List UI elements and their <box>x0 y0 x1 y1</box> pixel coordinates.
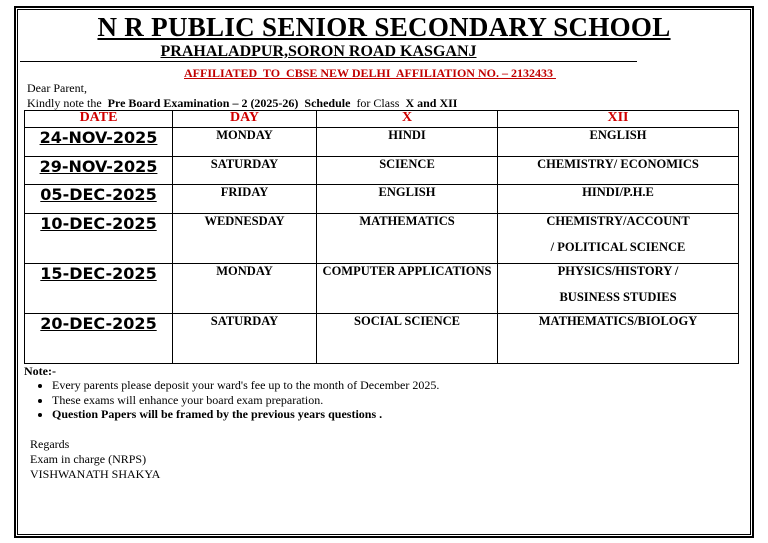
greeting: Dear Parent, <box>27 81 87 95</box>
intro-line <box>27 96 457 111</box>
list-item: • Every parents please deposit your ward's fee up to the month of December 2025. <box>52 378 752 393</box>
day-cell: MONDAY <box>173 264 317 314</box>
class-x-cell: HINDI <box>317 128 498 157</box>
class-x-cell: ENGLISH <box>317 185 498 214</box>
regards-text: Regards <box>30 437 70 451</box>
school-address: PRAHALADPUR,SORON ROAD KASGANJ <box>160 43 477 60</box>
signatory-name: VISHWANATH SHAKYA <box>30 467 161 481</box>
class-xii-cell <box>498 214 739 264</box>
class-x-cell: SOCIAL SCIENCE <box>317 314 498 364</box>
table-row <box>25 314 739 364</box>
class-x-cell: COMPUTER APPLICATIONS <box>317 264 498 314</box>
day-cell: SATURDAY <box>173 314 317 364</box>
date-cell: 05-DEC-2025 <box>25 185 173 214</box>
class-xii-cell <box>498 185 739 214</box>
intro-classes: X and XII <box>405 96 458 110</box>
table-row <box>25 185 739 214</box>
class-xii-line1: CHEMISTRY/ACCOUNT <box>546 214 690 228</box>
class-x-cell: SCIENCE <box>317 157 498 185</box>
list-item: • These exams will enhance your board exam preparation. <box>52 393 752 408</box>
table-row <box>25 157 739 185</box>
header-class-xii: XII <box>498 111 739 128</box>
class-xii-cell <box>498 264 739 314</box>
intro-prefix: Kindly note the <box>27 96 108 110</box>
header-day: DAY <box>173 111 317 128</box>
day-cell: FRIDAY <box>173 185 317 214</box>
table-row <box>25 214 739 264</box>
class-xii-line1: ENGLISH <box>589 128 647 142</box>
date-cell: 29-NOV-2025 <box>25 157 173 185</box>
notes-list <box>34 378 752 422</box>
note-label: Note:- <box>24 364 56 378</box>
date-cell: 20-DEC-2025 <box>25 314 173 364</box>
day-cell: MONDAY <box>173 128 317 157</box>
class-xii-line1: HINDI/P.H.E <box>582 185 654 199</box>
intro-mid: for Class <box>350 96 406 110</box>
table-header-row <box>25 111 739 128</box>
header-date: DATE <box>25 111 173 128</box>
date-cell: 10-DEC-2025 <box>25 214 173 264</box>
table-row <box>25 128 739 157</box>
class-xii-cell <box>498 128 739 157</box>
school-name: N R PUBLIC SENIOR SECONDARY SCHOOL <box>97 12 671 42</box>
class-x-cell: MATHEMATICS <box>317 214 498 264</box>
intro-exam-name: Pre Board Examination – 2 (2025-26) Schedule <box>107 96 351 110</box>
class-xii-cell <box>498 157 739 185</box>
list-item: • Question Papers will be framed by the previous years questions . <box>52 407 752 422</box>
address-divider <box>20 61 637 62</box>
day-cell: SATURDAY <box>173 157 317 185</box>
signature-block <box>30 437 160 482</box>
class-xii-cell <box>498 314 739 364</box>
class-xii-line1: PHYSICS/HISTORY / <box>557 264 679 278</box>
date-cell: 15-DEC-2025 <box>25 264 173 314</box>
signatory-role: Exam in charge (NRPS) <box>30 452 147 466</box>
class-xii-line2: BUSINESS STUDIES <box>559 290 677 304</box>
class-xii-line1: MATHEMATICS/BIOLOGY <box>538 314 698 328</box>
class-xii-line2: / POLITICAL SCIENCE <box>550 240 686 254</box>
affiliation-line: AFFILIATED TO CBSE NEW DELHI AFFILIATION NO. – 2132433 <box>184 66 556 80</box>
day-cell: WEDNESDAY <box>173 214 317 264</box>
header-class-x: X <box>317 111 498 128</box>
table-row <box>25 264 739 314</box>
date-cell: 24-NOV-2025 <box>25 128 173 157</box>
exam-schedule-table <box>24 110 739 364</box>
class-xii-line1: CHEMISTRY/ ECONOMICS <box>537 157 699 171</box>
